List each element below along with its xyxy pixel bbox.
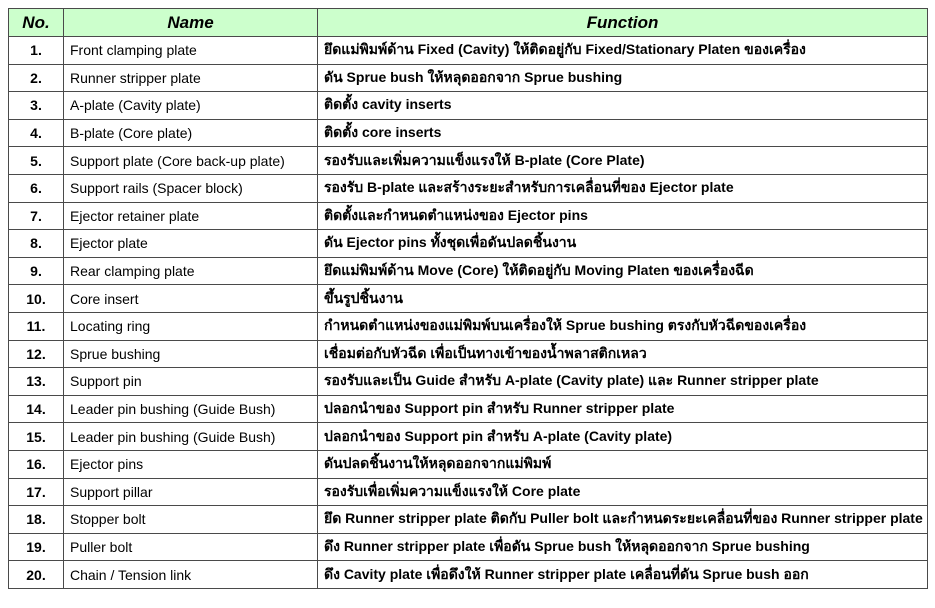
row-number: 10. <box>9 285 64 313</box>
part-function: กำหนดตำแหน่งของแม่พิมพ์บนเครื่องให้ Sprue bushing ตรงกับหัวฉีดของเครื่อง <box>318 312 928 340</box>
part-name: Ejector plate <box>64 230 318 258</box>
part-function: ยึด Runner stripper plate ติดกับ Puller bolt และกำหนดระยะเคลื่อนที่ของ Runner stripper plate <box>318 506 928 534</box>
table-row <box>9 561 928 589</box>
part-name: Stopper bolt <box>64 506 318 534</box>
row-number: 11. <box>9 312 64 340</box>
part-name: Leader pin bushing (Guide Bush) <box>64 395 318 423</box>
part-name: Rear clamping plate <box>64 257 318 285</box>
part-function: ดัน Sprue bush ให้หลุดออกจาก Sprue bushing <box>318 64 928 92</box>
part-function: รองรับและเป็น Guide สำหรับ A-plate (Cavity plate) และ Runner stripper plate <box>318 368 928 396</box>
row-number: 1. <box>9 37 64 65</box>
row-number: 2. <box>9 64 64 92</box>
table-row <box>9 92 928 120</box>
part-name: Core insert <box>64 285 318 313</box>
row-number: 9. <box>9 257 64 285</box>
header-name: Name <box>64 9 318 37</box>
row-number: 16. <box>9 450 64 478</box>
table-row <box>9 368 928 396</box>
row-number: 18. <box>9 506 64 534</box>
part-name: Puller bolt <box>64 533 318 561</box>
part-name: Support pin <box>64 368 318 396</box>
part-function: ขึ้นรูปชิ้นงาน <box>318 285 928 313</box>
row-number: 13. <box>9 368 64 396</box>
part-name: Ejector pins <box>64 450 318 478</box>
part-name: Support plate (Core back-up plate) <box>64 147 318 175</box>
header-row <box>9 9 928 37</box>
header-function: Function <box>318 9 928 37</box>
part-name: Support rails (Spacer block) <box>64 174 318 202</box>
part-function: ดึง Runner stripper plate เพื่อดัน Sprue bush ให้หลุดออกจาก Sprue bushing <box>318 533 928 561</box>
row-number: 4. <box>9 119 64 147</box>
table-row <box>9 395 928 423</box>
table-row <box>9 174 928 202</box>
row-number: 5. <box>9 147 64 175</box>
part-function: ดันปลดชิ้นงานให้หลุดออกจากแม่พิมพ์ <box>318 450 928 478</box>
row-number: 8. <box>9 230 64 258</box>
part-function: ยึดแม่พิมพ์ด้าน Fixed (Cavity) ให้ติดอยู่กับ Fixed/Stationary Platen ของเครื่อง <box>318 37 928 65</box>
table-row <box>9 506 928 534</box>
part-name: Support pillar <box>64 478 318 506</box>
part-name: Locating ring <box>64 312 318 340</box>
part-function: ปลอกนำของ Support pin สำหรับ A-plate (Cavity plate) <box>318 423 928 451</box>
table-row <box>9 340 928 368</box>
row-number: 17. <box>9 478 64 506</box>
part-name: A-plate (Cavity plate) <box>64 92 318 120</box>
part-name: Runner stripper plate <box>64 64 318 92</box>
table-row <box>9 37 928 65</box>
row-number: 14. <box>9 395 64 423</box>
part-function: รองรับเพื่อเพิ่มความแข็งแรงให้ Core plate <box>318 478 928 506</box>
part-function: รองรับ B-plate และสร้างระยะสำหรับการเคลื่อนที่ของ Ejector plate <box>318 174 928 202</box>
part-function: ดัน Ejector pins ทั้งชุดเพื่อดันปลดชิ้นงาน <box>318 230 928 258</box>
row-number: 12. <box>9 340 64 368</box>
table-row <box>9 478 928 506</box>
part-function: ยึดแม่พิมพ์ด้าน Move (Core) ให้ติดอยู่กับ Moving Platen ของเครื่องฉีด <box>318 257 928 285</box>
part-function: ติดตั้ง core inserts <box>318 119 928 147</box>
part-function: ติดตั้งและกำหนดตำแหน่งของ Ejector pins <box>318 202 928 230</box>
table-row <box>9 119 928 147</box>
part-function: ดึง Cavity plate เพื่อดึงให้ Runner stripper plate เคลื่อนที่ดัน Sprue bush ออก <box>318 561 928 589</box>
part-name: Chain / Tension link <box>64 561 318 589</box>
row-number: 7. <box>9 202 64 230</box>
row-number: 20. <box>9 561 64 589</box>
part-function: ปลอกนำของ Support pin สำหรับ Runner stripper plate <box>318 395 928 423</box>
part-name: Ejector retainer plate <box>64 202 318 230</box>
part-function: รองรับและเพิ่มความแข็งแรงให้ B-plate (Core Plate) <box>318 147 928 175</box>
row-number: 6. <box>9 174 64 202</box>
part-name: B-plate (Core plate) <box>64 119 318 147</box>
row-number: 19. <box>9 533 64 561</box>
part-function: เชื่อมต่อกับหัวฉีด เพื่อเป็นทางเข้าของน้ำพลาสติกเหลว <box>318 340 928 368</box>
table-row <box>9 423 928 451</box>
table-row <box>9 450 928 478</box>
header-no: No. <box>9 9 64 37</box>
row-number: 3. <box>9 92 64 120</box>
table-row <box>9 64 928 92</box>
part-function: ติดตั้ง cavity inserts <box>318 92 928 120</box>
part-name: Leader pin bushing (Guide Bush) <box>64 423 318 451</box>
table-row <box>9 202 928 230</box>
table-row <box>9 257 928 285</box>
part-name: Front clamping plate <box>64 37 318 65</box>
table-row <box>9 147 928 175</box>
part-name: Sprue bushing <box>64 340 318 368</box>
row-number: 15. <box>9 423 64 451</box>
mold-parts-table <box>8 8 928 589</box>
table-row <box>9 285 928 313</box>
document-page <box>8 8 928 589</box>
table-row <box>9 533 928 561</box>
table-row <box>9 312 928 340</box>
table-row <box>9 230 928 258</box>
